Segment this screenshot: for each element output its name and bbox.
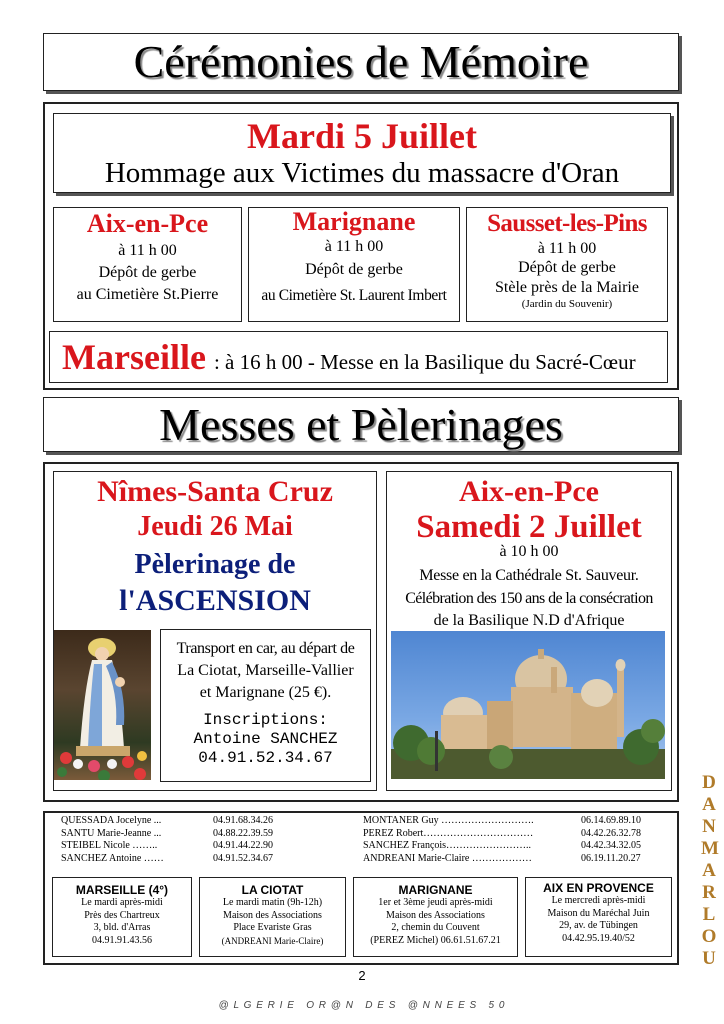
nimes-event1: Pèlerinage de (134, 549, 296, 580)
nimes-title: Nîmes-Santa Cruz (97, 475, 333, 508)
aix-title: Aix-en-Pce (459, 475, 599, 508)
meeting-line: (ANDREANI Marie-Claire) (221, 935, 324, 946)
ceremony-main-box (53, 113, 671, 193)
aix-date: Samedi 2 Juillet (416, 509, 642, 545)
ceremony-subtitle: Hommage aux Victimes du massacre d'Oran (104, 157, 620, 189)
contact-phone: 06.19.11.20.27 (581, 852, 641, 864)
transport-line1: Transport en car, au départ de (176, 640, 355, 657)
meeting-line: Maison du Maréchal Juin (547, 907, 650, 919)
basilica-image (391, 631, 665, 779)
table-row (59, 840, 275, 853)
contact-phone: 04.42.34.32.05 (581, 840, 641, 851)
contact-name: PEREZ Robert…………………………… (363, 827, 534, 839)
meeting-box-aix (525, 877, 672, 957)
contact-phone: 04.91.44.22.90 (213, 840, 273, 851)
contact-name: QUESSADA Jocelyne ... (61, 815, 162, 826)
marseille-text: : à 16 h 00 - Messe en la Basilique du Sacré-Cœur (213, 350, 636, 374)
statue-illustration (54, 630, 151, 780)
meeting-title: MARSEILLE (4°) (75, 883, 169, 897)
meeting-line: Maison des Associations (386, 909, 485, 921)
city-time: à 11 h 00 (118, 242, 177, 259)
meeting-line: 1er et 3ème jeudi après-midi (378, 897, 493, 908)
contact-name: MONTANER Guy ………………………. (363, 815, 534, 826)
inscriptions-phone: 04.91.52.34.67 (198, 749, 333, 767)
meeting-box-la-ciotat (199, 877, 346, 957)
meeting-line: Le mardi après-midi (81, 897, 163, 908)
city-line1: Dépôt de gerbe (98, 264, 197, 281)
meeting-line: 29, av. de Tübingen (559, 920, 638, 931)
city-time: à 11 h 00 (537, 240, 597, 257)
aix-time: à 10 h 00 (499, 543, 559, 560)
inscriptions-contact: Antoine SANCHEZ (193, 730, 338, 748)
city-box-marignane (248, 207, 460, 322)
ceremonies-header (43, 33, 679, 91)
meeting-box-marseille (52, 877, 192, 957)
city-line2: au Cimetière St. Laurent Imbert (261, 287, 447, 304)
meeting-line: Maison des Associations (223, 909, 322, 921)
table-row (59, 815, 275, 828)
city-line2: au Cimetière St.Pierre (76, 286, 219, 303)
contact-name: SANCHEZ François…………………….. (363, 840, 532, 851)
contacts-right-table (361, 815, 643, 865)
meeting-line: 3, bld. d'Arras (93, 922, 151, 933)
city-box-aix (53, 207, 242, 322)
city-time: à 11 h 00 (324, 238, 384, 255)
ceremonies-title: Cérémonies de Mémoire (133, 36, 589, 87)
aix-line1: Messe en la Cathédrale St. Sauveur. (419, 567, 639, 584)
city-line3: (Jardin du Souvenir) (521, 298, 613, 310)
meeting-box-marignane (353, 877, 518, 957)
table-row (361, 828, 643, 841)
meeting-title: LA CIOTAT (241, 883, 304, 897)
marseille-city: Marseille (62, 337, 206, 377)
contact-phone: 04.42.26.32.78 (581, 827, 641, 839)
meeting-line: 2, chemin du Couvent (391, 922, 480, 933)
basilica-illustration (391, 631, 665, 779)
transport-line2: La Ciotat, Marseille-Vallier (177, 662, 354, 679)
city-line1: Dépôt de gerbe (305, 261, 403, 278)
side-signature (698, 772, 720, 992)
city-line1: Dépôt de gerbe (518, 259, 616, 276)
ceremony-date: Mardi 5 Juillet (247, 116, 477, 156)
inscriptions-label: Inscriptions: (203, 711, 328, 729)
messes-header (43, 397, 679, 452)
nimes-date: Jeudi 26 Mai (137, 511, 293, 542)
transport-box (160, 629, 371, 782)
city-name: Aix-en-Pce (86, 209, 209, 238)
contact-name: SANCHEZ Antoine …… (61, 852, 164, 864)
meeting-line: Près des Chartreux (84, 909, 160, 921)
aix-line3: de la Basilique N.D d'Afrique (433, 612, 625, 629)
contact-name: ANDREANI Marie-Claire ……………… (363, 852, 532, 864)
side-signature-text: DANMARLOU (701, 772, 719, 969)
table-row (59, 828, 275, 841)
transport-line3: et Marignane (25 €). (199, 684, 332, 701)
meeting-line: Le mercredi après-midi (551, 895, 646, 906)
meeting-line: 04.42.95.19.40/52 (562, 932, 635, 944)
page-number: 2 (358, 968, 366, 983)
table-row (59, 853, 275, 866)
virgin-statue-image (54, 630, 151, 780)
aix-line2: Célébration des 150 ans de la consécration (405, 590, 653, 607)
table-row (361, 853, 643, 866)
city-box-sausset (466, 207, 668, 322)
city-name: Marignane (292, 207, 416, 236)
city-name: Sausset-les-Pins (487, 210, 647, 237)
meeting-line: (PEREZ Michel) 06.61.51.67.21 (370, 934, 501, 946)
meeting-line: Le mardi matin (9h-12h) (222, 897, 323, 908)
contact-name: STEIBEL Nicole …….. (61, 840, 158, 851)
meeting-title: MARIGNANE (398, 883, 473, 897)
contact-phone: 04.88.22.39.59 (213, 827, 273, 839)
city-line2: Stèle près de la Mairie (495, 279, 639, 296)
marseille-box (49, 331, 668, 383)
nimes-event2: l'ASCENSION (119, 584, 311, 617)
contact-phone: 04.91.68.34.26 (213, 815, 273, 826)
contact-phone: 06.14.69.89.10 (581, 815, 641, 826)
contact-phone: 04.91.52.34.67 (213, 852, 273, 864)
table-row (361, 840, 643, 853)
meeting-line: Place Evariste Gras (233, 922, 312, 933)
footer-text: @ L G E R I E O R @ N D E S @ N N E E S 5 0 (218, 1000, 506, 1011)
table-row (361, 815, 643, 828)
messes-title: Messes et Pèlerinages (159, 399, 563, 450)
contacts-left-table (59, 815, 275, 865)
meeting-line: 04.91.91.43.56 (92, 934, 152, 946)
meeting-title: AIX EN PROVENCE (543, 881, 654, 895)
contact-name: SANTU Marie-Jeanne ... (61, 827, 162, 839)
